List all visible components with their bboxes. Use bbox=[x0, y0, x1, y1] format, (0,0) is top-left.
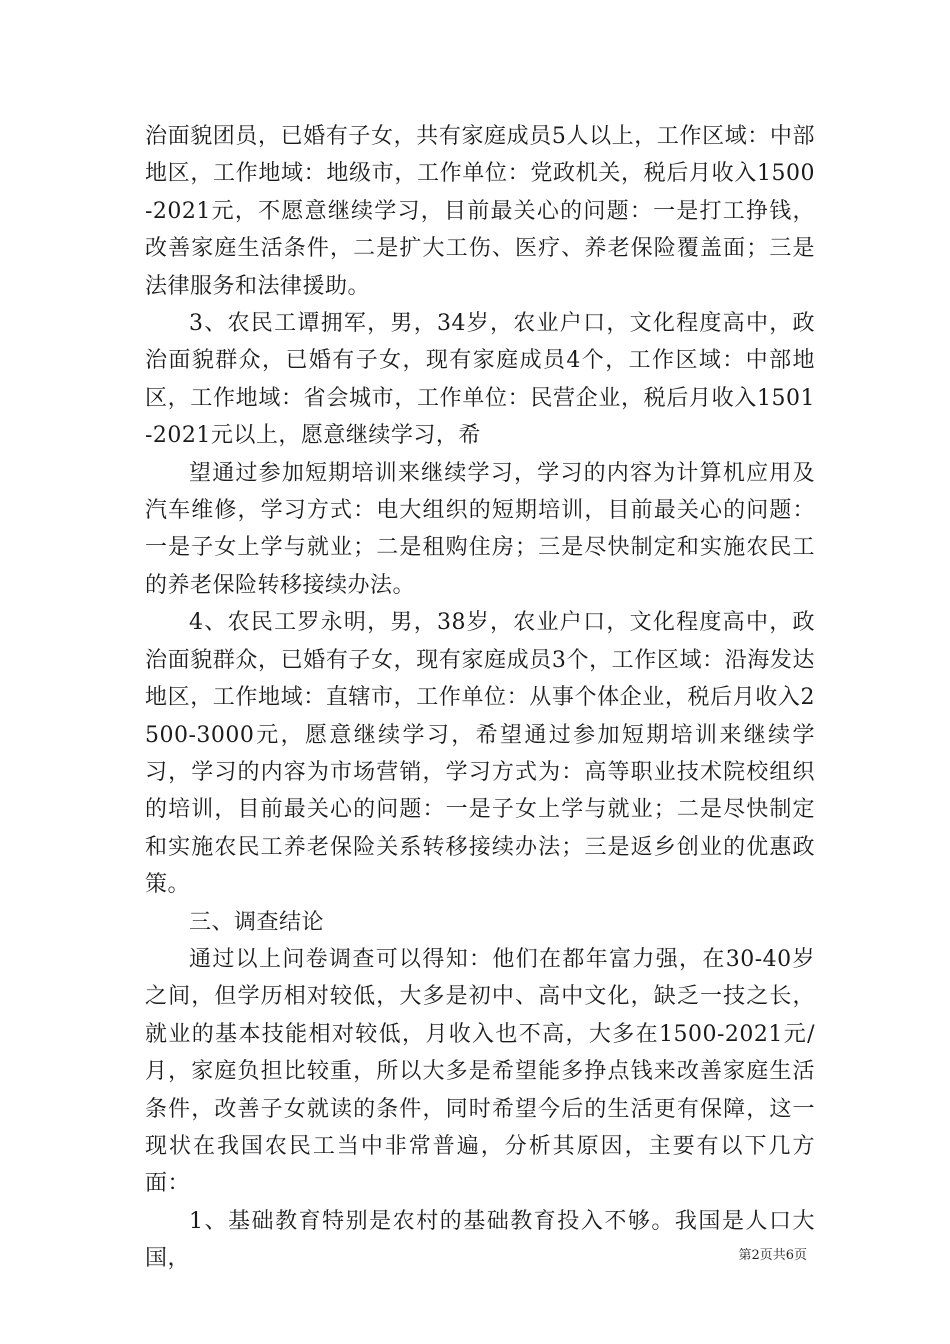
paragraph-conclusion: 通过以上问卷调查可以得知：他们在都年富力强，在30-40岁之间，但学历相对较低，大多是初中、高中文化，缺乏一技之长，就业的基本技能相对较低，月收入也不高，大多在1500-2021元/月，家庭负担比较重，所以大多是希望能多挣点钱来改善家庭生活条件，改善子女就读的条件，同时希望今后的生活更有保障，这一现状在我国农民工当中非常普遍，分析其原因，主要有以下几方面： bbox=[145, 946, 815, 1197]
paragraph-case-3: 3、农民工谭拥军，男，34岁，农业户口，文化程度高中，政治面貌群众，已婚有子女，现有家庭成员4个，工作区域：中部地区，工作地域：省会城市，工作单位：民营企业，税后月收入1501-2021元以上，愿意继续学习，希 bbox=[145, 311, 815, 449]
section-heading-conclusion: 三、调查结论 bbox=[189, 909, 325, 935]
paragraph-case-4: 4、农民工罗永明，男，38岁，农业户口，文化程度高中，政治面貌群众，已婚有子女，现有家庭成员3个，工作区域：沿海发达地区，工作地域：直辖市，工作单位：从事个体企业，税后月收入2500-3000元，愿意继续学习，希望通过参加短期培训来继续学习，学习的内容为市场营销，学习方式为：高等职业技术院校组织的培训，目前最关心的问题：一是子女上学与就业；二是尽快制定和实施农民工养老保险关系转移接续办法；三是返乡创业的优惠政策。 bbox=[145, 610, 815, 898]
paragraph-continued: 治面貌团员，已婚有子女，共有家庭成员5人以上，工作区域：中部地区，工作地域：地级市，工作单位：党政机关，税后月收入1500-2021元，不愿意继续学习，目前最关心的问题：一是打工挣钱，改善家庭生活条件，二是扩大工伤、医疗、养老保险覆盖面；三是法律服务和法律援助。 bbox=[145, 124, 815, 299]
paragraph-reason-1: 1、基础教育特别是农村的基础教育投入不够。我国是人口大国， bbox=[145, 1208, 815, 1272]
paragraph-case-3-continued: 望通过参加短期培训来继续学习，学习的内容为计算机应用及汽车维修，学习方式：电大组织的短期培训，目前最关心的问题：一是子女上学与就业；二是租购住房；三是尽快制定和实施农民工的养老保险转移接续办法。 bbox=[145, 460, 815, 598]
page-number-footer: 第2页共6页 bbox=[738, 1248, 807, 1263]
document-body bbox=[145, 118, 815, 1278]
